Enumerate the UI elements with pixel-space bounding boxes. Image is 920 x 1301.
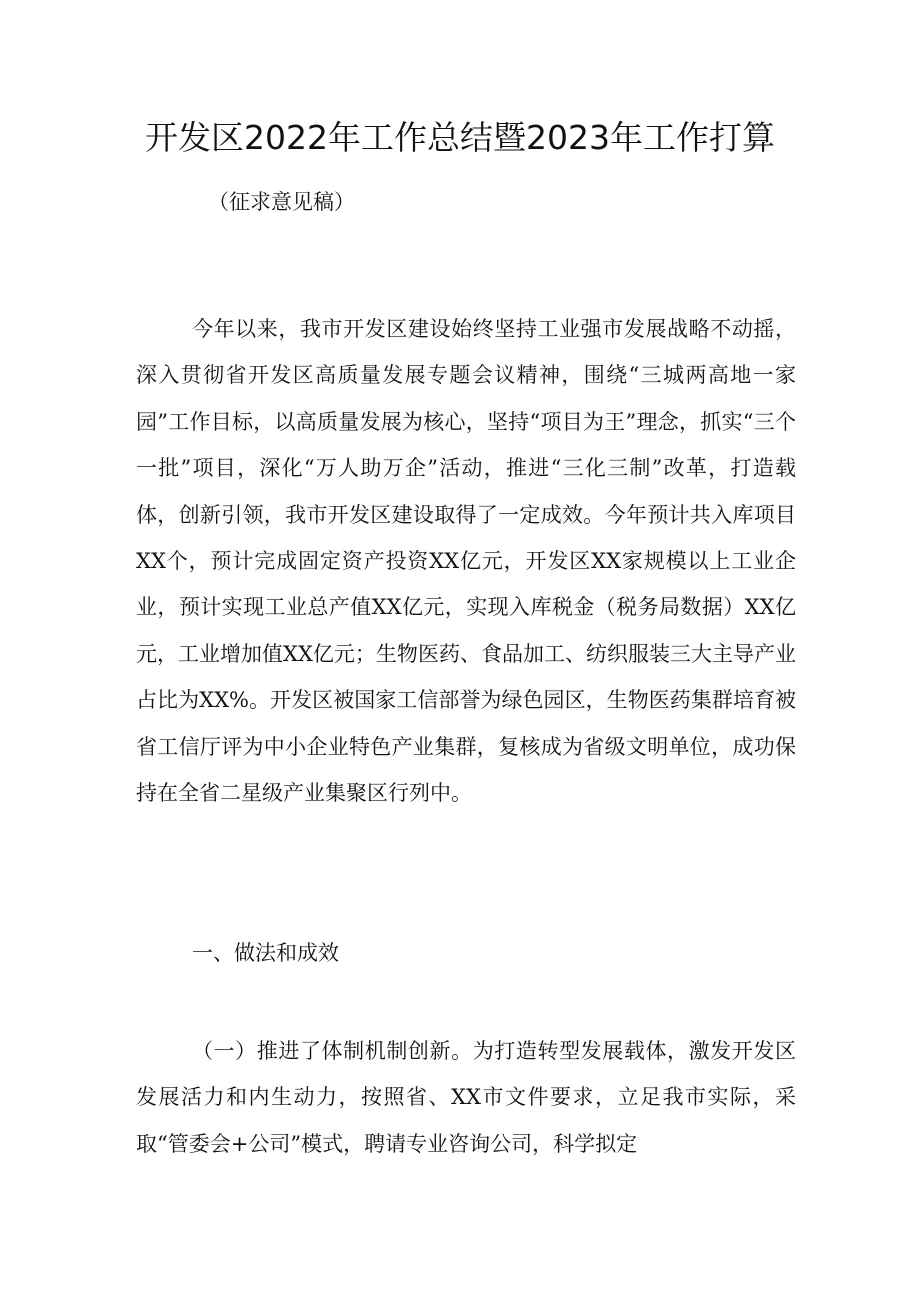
section-heading: 一、做法和成效 [192, 941, 339, 965]
document-subtitle: （征求意见稿） [208, 190, 355, 214]
intro-paragraph: 今年以来，我市开发区建设始终坚持工业强市发展战略不动摇，深入贯彻省开发区高质量发展专题会议精神，围绕“三城两高地一家园”工作目标，以高质量发展为核心，坚持“项目为王”理念，抓实“三个一批”项目，深化“万人助万企”活动，推进“三化三制”改革，打造载体，创新引领，我市开发区建设取得了一定成效。今年预计共入库项目XX个，预计完成固定资产投资XX亿元，开发区XX家规模以上工业企业，预计实现工业总产值XX亿元，实现入库税金（税务局数据）XX亿元，工业增加值XX亿元；生物医药、食品加工、纺织服装三大主导产业占比为XX%。开发区被国家工信部誉为绿色园区，生物医药集群培育被省工信厅评为中小企业特色产业集群，复核成为省级文明单位，成功保持在全省二星级产业集聚区行列中。 [136, 317, 796, 806]
document-title: 开发区2022年工作总结暨2023年工作打算 [145, 118, 775, 157]
section-paragraph: （一）推进了体制机制创新。为打造转型发展载体，激发开发区发展活力和内生动力，按照省、XX市文件要求，立足我市实际，采取“管委会+公司”模式，聘请专业咨询公司，科学拟定 [136, 1039, 796, 1156]
